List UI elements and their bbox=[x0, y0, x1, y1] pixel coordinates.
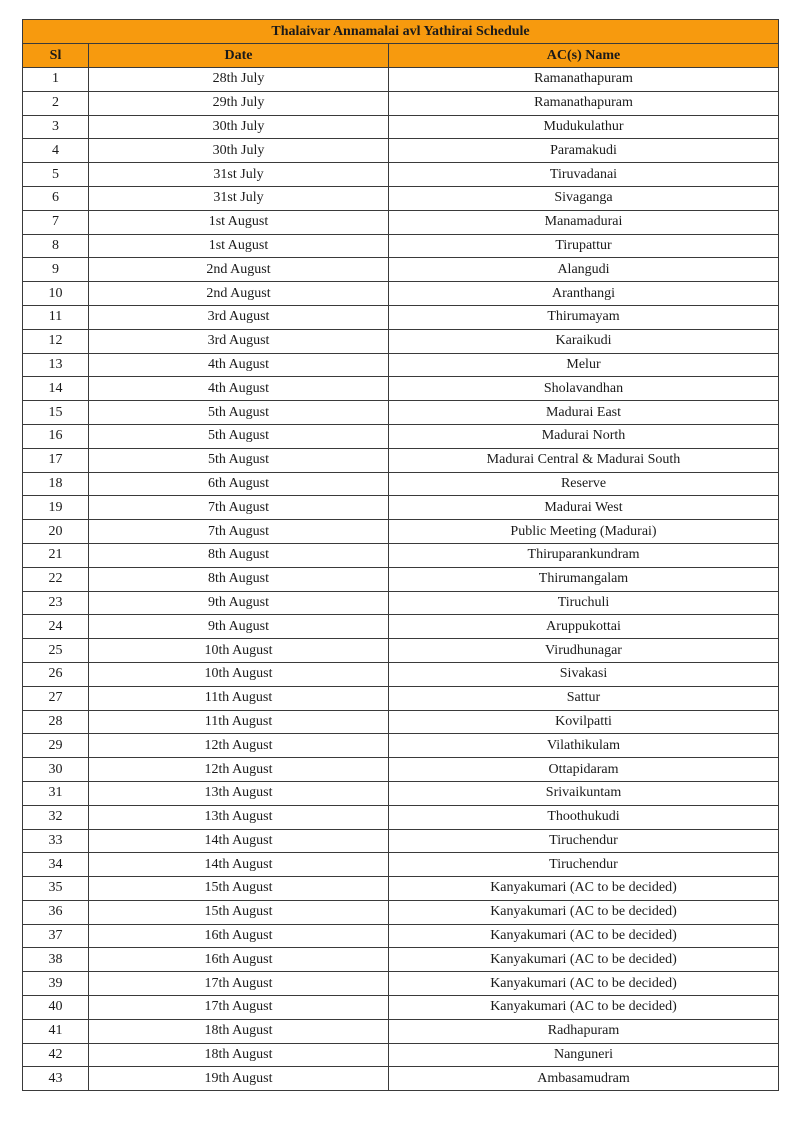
row-sl-cell: 21 bbox=[23, 543, 89, 567]
row-date-cell: 31st July bbox=[89, 163, 389, 187]
row-ac-name-cell: Sholavandhan bbox=[389, 377, 779, 401]
row-sl-cell: 34 bbox=[23, 853, 89, 877]
row-date-cell: 11th August bbox=[89, 686, 389, 710]
row-ac-name-cell: Madurai West bbox=[389, 496, 779, 520]
row-ac-name-cell: Kanyakumari (AC to be decided) bbox=[389, 924, 779, 948]
row-sl-cell: 6 bbox=[23, 186, 89, 210]
row-date-cell: 8th August bbox=[89, 543, 389, 567]
row-sl-cell: 30 bbox=[23, 758, 89, 782]
row-sl-cell: 5 bbox=[23, 163, 89, 187]
table-row bbox=[23, 662, 779, 686]
table-row bbox=[23, 805, 779, 829]
row-date-cell: 13th August bbox=[89, 781, 389, 805]
column-header-sl: Sl bbox=[23, 44, 89, 68]
row-date-cell: 5th August bbox=[89, 401, 389, 425]
row-ac-name-cell: Kanyakumari (AC to be decided) bbox=[389, 877, 779, 901]
row-date-cell: 7th August bbox=[89, 520, 389, 544]
row-sl-cell: 2 bbox=[23, 91, 89, 115]
row-sl-cell: 36 bbox=[23, 900, 89, 924]
row-date-cell: 3rd August bbox=[89, 329, 389, 353]
table-row bbox=[23, 186, 779, 210]
table-row bbox=[23, 210, 779, 234]
row-sl-cell: 43 bbox=[23, 1067, 89, 1091]
table-row bbox=[23, 710, 779, 734]
row-ac-name-cell: Tiruchendur bbox=[389, 853, 779, 877]
table-row bbox=[23, 853, 779, 877]
table-row bbox=[23, 91, 779, 115]
row-date-cell: 7th August bbox=[89, 496, 389, 520]
row-sl-cell: 3 bbox=[23, 115, 89, 139]
table-row bbox=[23, 68, 779, 92]
column-header-date: Date bbox=[89, 44, 389, 68]
table-row bbox=[23, 948, 779, 972]
row-ac-name-cell: Paramakudi bbox=[389, 139, 779, 163]
row-date-cell: 10th August bbox=[89, 639, 389, 663]
row-ac-name-cell: Radhapuram bbox=[389, 1019, 779, 1043]
table-row bbox=[23, 163, 779, 187]
row-sl-cell: 18 bbox=[23, 472, 89, 496]
row-date-cell: 18th August bbox=[89, 1019, 389, 1043]
table-row bbox=[23, 424, 779, 448]
table-row bbox=[23, 139, 779, 163]
row-date-cell: 14th August bbox=[89, 853, 389, 877]
table-row bbox=[23, 448, 779, 472]
row-sl-cell: 10 bbox=[23, 282, 89, 306]
row-ac-name-cell: Thoothukudi bbox=[389, 805, 779, 829]
row-date-cell: 19th August bbox=[89, 1067, 389, 1091]
table-row bbox=[23, 972, 779, 996]
row-sl-cell: 42 bbox=[23, 1043, 89, 1067]
row-sl-cell: 22 bbox=[23, 567, 89, 591]
row-sl-cell: 12 bbox=[23, 329, 89, 353]
row-date-cell: 5th August bbox=[89, 424, 389, 448]
row-sl-cell: 26 bbox=[23, 662, 89, 686]
row-sl-cell: 17 bbox=[23, 448, 89, 472]
table-title: Thalaivar Annamalai avl Yathirai Schedule bbox=[23, 20, 779, 44]
row-date-cell: 15th August bbox=[89, 900, 389, 924]
row-date-cell: 16th August bbox=[89, 948, 389, 972]
table-row bbox=[23, 686, 779, 710]
row-ac-name-cell: Sattur bbox=[389, 686, 779, 710]
row-sl-cell: 35 bbox=[23, 877, 89, 901]
row-date-cell: 9th August bbox=[89, 615, 389, 639]
row-ac-name-cell: Madurai East bbox=[389, 401, 779, 425]
row-sl-cell: 40 bbox=[23, 996, 89, 1020]
table-row bbox=[23, 996, 779, 1020]
table-row bbox=[23, 377, 779, 401]
row-sl-cell: 33 bbox=[23, 829, 89, 853]
row-ac-name-cell: Kanyakumari (AC to be decided) bbox=[389, 996, 779, 1020]
table-row bbox=[23, 829, 779, 853]
table-row bbox=[23, 472, 779, 496]
row-date-cell: 2nd August bbox=[89, 282, 389, 306]
table-row bbox=[23, 282, 779, 306]
table-body bbox=[23, 68, 779, 1091]
row-date-cell: 30th July bbox=[89, 139, 389, 163]
title-row bbox=[23, 20, 779, 44]
row-ac-name-cell: Sivakasi bbox=[389, 662, 779, 686]
schedule-table bbox=[22, 19, 779, 1091]
row-date-cell: 15th August bbox=[89, 877, 389, 901]
row-ac-name-cell: Public Meeting (Madurai) bbox=[389, 520, 779, 544]
table-row bbox=[23, 543, 779, 567]
row-date-cell: 12th August bbox=[89, 734, 389, 758]
row-sl-cell: 25 bbox=[23, 639, 89, 663]
row-sl-cell: 13 bbox=[23, 353, 89, 377]
row-sl-cell: 28 bbox=[23, 710, 89, 734]
table-row bbox=[23, 234, 779, 258]
row-date-cell: 11th August bbox=[89, 710, 389, 734]
row-date-cell: 9th August bbox=[89, 591, 389, 615]
row-sl-cell: 41 bbox=[23, 1019, 89, 1043]
table-row bbox=[23, 496, 779, 520]
row-ac-name-cell: Vilathikulam bbox=[389, 734, 779, 758]
row-ac-name-cell: Karaikudi bbox=[389, 329, 779, 353]
row-sl-cell: 11 bbox=[23, 305, 89, 329]
row-sl-cell: 38 bbox=[23, 948, 89, 972]
row-sl-cell: 8 bbox=[23, 234, 89, 258]
table-row bbox=[23, 591, 779, 615]
row-sl-cell: 29 bbox=[23, 734, 89, 758]
row-ac-name-cell: Thirumangalam bbox=[389, 567, 779, 591]
row-ac-name-cell: Virudhunagar bbox=[389, 639, 779, 663]
table-row bbox=[23, 639, 779, 663]
row-date-cell: 13th August bbox=[89, 805, 389, 829]
row-sl-cell: 23 bbox=[23, 591, 89, 615]
row-ac-name-cell: Thirumayam bbox=[389, 305, 779, 329]
row-sl-cell: 15 bbox=[23, 401, 89, 425]
row-sl-cell: 37 bbox=[23, 924, 89, 948]
row-sl-cell: 24 bbox=[23, 615, 89, 639]
row-sl-cell: 32 bbox=[23, 805, 89, 829]
row-date-cell: 8th August bbox=[89, 567, 389, 591]
table-row bbox=[23, 115, 779, 139]
table-row bbox=[23, 567, 779, 591]
row-ac-name-cell: Tirupattur bbox=[389, 234, 779, 258]
row-ac-name-cell: Mudukulathur bbox=[389, 115, 779, 139]
row-date-cell: 17th August bbox=[89, 996, 389, 1020]
row-ac-name-cell: Kanyakumari (AC to be decided) bbox=[389, 900, 779, 924]
row-ac-name-cell: Kovilpatti bbox=[389, 710, 779, 734]
row-ac-name-cell: Sivaganga bbox=[389, 186, 779, 210]
row-sl-cell: 27 bbox=[23, 686, 89, 710]
row-ac-name-cell: Madurai Central & Madurai South bbox=[389, 448, 779, 472]
row-sl-cell: 20 bbox=[23, 520, 89, 544]
row-date-cell: 10th August bbox=[89, 662, 389, 686]
table-row bbox=[23, 258, 779, 282]
row-ac-name-cell: Aruppukottai bbox=[389, 615, 779, 639]
row-date-cell: 29th July bbox=[89, 91, 389, 115]
row-date-cell: 4th August bbox=[89, 353, 389, 377]
schedule-document bbox=[22, 19, 778, 1091]
row-sl-cell: 4 bbox=[23, 139, 89, 163]
table-row bbox=[23, 401, 779, 425]
row-date-cell: 16th August bbox=[89, 924, 389, 948]
row-sl-cell: 39 bbox=[23, 972, 89, 996]
row-date-cell: 30th July bbox=[89, 115, 389, 139]
row-ac-name-cell: Tiruvadanai bbox=[389, 163, 779, 187]
header-row bbox=[23, 44, 779, 68]
row-sl-cell: 19 bbox=[23, 496, 89, 520]
table-row bbox=[23, 734, 779, 758]
row-ac-name-cell: Tiruchuli bbox=[389, 591, 779, 615]
row-sl-cell: 14 bbox=[23, 377, 89, 401]
row-sl-cell: 16 bbox=[23, 424, 89, 448]
row-sl-cell: 1 bbox=[23, 68, 89, 92]
row-sl-cell: 9 bbox=[23, 258, 89, 282]
row-ac-name-cell: Manamadurai bbox=[389, 210, 779, 234]
table-row bbox=[23, 353, 779, 377]
row-date-cell: 3rd August bbox=[89, 305, 389, 329]
table-row bbox=[23, 1067, 779, 1091]
table-row bbox=[23, 924, 779, 948]
row-ac-name-cell: Alangudi bbox=[389, 258, 779, 282]
row-date-cell: 2nd August bbox=[89, 258, 389, 282]
row-ac-name-cell: Madurai North bbox=[389, 424, 779, 448]
row-date-cell: 6th August bbox=[89, 472, 389, 496]
table-row bbox=[23, 1043, 779, 1067]
row-date-cell: 14th August bbox=[89, 829, 389, 853]
row-sl-cell: 7 bbox=[23, 210, 89, 234]
row-date-cell: 31st July bbox=[89, 186, 389, 210]
row-date-cell: 17th August bbox=[89, 972, 389, 996]
row-ac-name-cell: Ottapidaram bbox=[389, 758, 779, 782]
table-row bbox=[23, 615, 779, 639]
row-ac-name-cell: Kanyakumari (AC to be decided) bbox=[389, 972, 779, 996]
row-ac-name-cell: Melur bbox=[389, 353, 779, 377]
column-header-ac-name: AC(s) Name bbox=[389, 44, 779, 68]
row-ac-name-cell: Tiruchendur bbox=[389, 829, 779, 853]
row-date-cell: 1st August bbox=[89, 210, 389, 234]
table-row bbox=[23, 1019, 779, 1043]
table-row bbox=[23, 781, 779, 805]
row-ac-name-cell: Thiruparankundram bbox=[389, 543, 779, 567]
row-date-cell: 18th August bbox=[89, 1043, 389, 1067]
row-date-cell: 5th August bbox=[89, 448, 389, 472]
row-ac-name-cell: Kanyakumari (AC to be decided) bbox=[389, 948, 779, 972]
row-ac-name-cell: Aranthangi bbox=[389, 282, 779, 306]
table-row bbox=[23, 877, 779, 901]
row-date-cell: 1st August bbox=[89, 234, 389, 258]
row-ac-name-cell: Ambasamudram bbox=[389, 1067, 779, 1091]
row-ac-name-cell: Ramanathapuram bbox=[389, 68, 779, 92]
row-ac-name-cell: Srivaikuntam bbox=[389, 781, 779, 805]
table-row bbox=[23, 520, 779, 544]
table-row bbox=[23, 758, 779, 782]
row-ac-name-cell: Reserve bbox=[389, 472, 779, 496]
row-date-cell: 28th July bbox=[89, 68, 389, 92]
table-row bbox=[23, 900, 779, 924]
table-row bbox=[23, 305, 779, 329]
row-date-cell: 12th August bbox=[89, 758, 389, 782]
table-row bbox=[23, 329, 779, 353]
row-date-cell: 4th August bbox=[89, 377, 389, 401]
row-sl-cell: 31 bbox=[23, 781, 89, 805]
row-ac-name-cell: Ramanathapuram bbox=[389, 91, 779, 115]
row-ac-name-cell: Nanguneri bbox=[389, 1043, 779, 1067]
